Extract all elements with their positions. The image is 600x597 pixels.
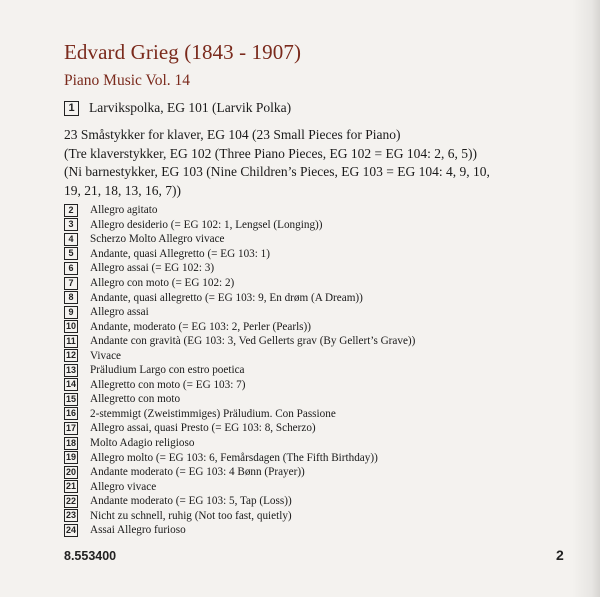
track-title: Molto Adagio religioso [90, 437, 195, 450]
track-title: Assai Allegro furioso [90, 524, 186, 537]
track-list-item [64, 479, 544, 494]
page-title: Edvard Grieg (1843 - 1907) [64, 40, 302, 64]
track-title: Andante, quasi allegretto (= EG 103: 9, En drøm (A Dream)) [90, 291, 363, 304]
track-title: Andante con gravità (EG 103: 3, Ved Gellerts grav (By Gellert’s Grave)) [90, 335, 416, 348]
track-list-item [64, 319, 544, 334]
track-list-item [64, 261, 544, 276]
track-list-item [64, 334, 544, 349]
track-title: 2-stemmigt (Zweistimmiges) Präludium. Con Passione [90, 407, 336, 420]
track-list-item [64, 392, 544, 407]
track-number: 12 [65, 350, 76, 361]
track-title: Allegretto con moto [90, 393, 181, 406]
track-number: 16 [65, 408, 76, 419]
track-number: 17 [65, 422, 76, 433]
track-title: Andante moderato (= EG 103: 4 Bønn (Prayer)) [90, 466, 305, 479]
track-number: 18 [65, 437, 76, 448]
track-number: 24 [65, 524, 76, 535]
track-title: Allegro agitato [90, 204, 158, 217]
track-list-item [64, 378, 544, 393]
track-title: Vivace [90, 349, 122, 362]
track-list-item [64, 305, 544, 320]
track-number: 21 [65, 481, 76, 492]
catalog-number: 8.553400 [64, 549, 117, 563]
track-list-item [64, 276, 544, 291]
track-title: Allegro molto (= EG 103: 6, Femårsdagen (The Fifth Birthday)) [90, 451, 378, 464]
track-number: 9 [64, 306, 78, 319]
track-title: Larvikspolka, EG 101 (Larvik Polka) [89, 100, 292, 115]
track-number: 22 [65, 495, 76, 506]
track-list-item [64, 465, 544, 480]
track-list-item [64, 348, 544, 363]
track-title: Scherzo Molto Allegro vivace [90, 233, 225, 246]
track-number: 15 [65, 393, 76, 404]
track-number: 13 [65, 364, 76, 375]
track-list-item [64, 421, 544, 436]
track-number: 6 [64, 262, 78, 275]
track-title: Andante, moderato (= EG 103: 2, Perler (Pearls)) [90, 320, 311, 333]
track-list-item [64, 494, 544, 509]
track-title: Allegretto con moto (= EG 103: 7) [90, 378, 246, 391]
track-number: 8 [64, 291, 78, 304]
track-number: 19 [65, 452, 76, 463]
track-list-item [64, 508, 544, 523]
page-subtitle: Piano Music Vol. 14 [64, 72, 191, 89]
track-number: 4 [64, 233, 78, 246]
track-list-item [64, 290, 544, 305]
track-list-item [64, 218, 544, 233]
first-track [64, 100, 291, 116]
track-number: 11 [64, 335, 78, 348]
track-title: Nicht zu schnell, ruhig (Not too fast, quietly) [90, 509, 292, 522]
track-number: 5 [64, 247, 78, 260]
track-title: Allegro assai, quasi Presto (= EG 103: 8, Scherzo) [90, 422, 316, 435]
collection-description [64, 126, 564, 200]
track-number: 7 [64, 277, 78, 290]
track-list-item [64, 523, 544, 538]
track-title: Allegro con moto (= EG 102: 2) [90, 277, 235, 289]
track-list-item [64, 363, 544, 378]
track-number: 1 [64, 101, 79, 116]
page-fold-shadow [572, 0, 600, 597]
track-title: Präludium Largo con estro poetica [90, 364, 245, 377]
track-number: 3 [64, 218, 78, 231]
collection-line: (Tre klaverstykker, EG 102 (Three Piano Pieces, EG 102 = EG 104: 2, 6, 5)) [64, 145, 477, 161]
collection-line: 23 Småstykker for klaver, EG 104 (23 Small Pieces for Piano) [64, 127, 401, 142]
track-list-item [64, 407, 544, 422]
track-list-item [64, 436, 544, 451]
collection-line: (Ni barnestykker, EG 103 (Nine Children’s Pieces, EG 103 = EG 104: 4, 9, 10, [64, 164, 490, 179]
track-title: Allegro vivace [90, 480, 157, 493]
track-title: Andante, quasi Allegretto (= EG 103: 1) [90, 247, 270, 260]
track-title: Allegro assai [90, 306, 149, 319]
track-title: Allegro desiderio (= EG 102: 1, Lengsel (Longing)) [90, 218, 323, 231]
track-list-item [64, 232, 544, 247]
collection-line: 19, 21, 18, 13, 16, 7)) [64, 182, 181, 198]
track-number: 10 [65, 321, 76, 332]
track-list-item [64, 450, 544, 465]
track-title: Allegro assai (= EG 102: 3) [90, 262, 215, 275]
track-number: 23 [65, 510, 76, 521]
track-list-item [64, 203, 544, 218]
track-number: 14 [65, 379, 76, 390]
track-number: 2 [64, 204, 78, 217]
track-number: 20 [65, 466, 76, 477]
track-list-item [64, 247, 544, 262]
track-list [64, 203, 544, 538]
track-title: Andante moderato (= EG 103: 5, Tap (Loss)) [90, 495, 292, 508]
page-number: 2 [556, 547, 564, 563]
